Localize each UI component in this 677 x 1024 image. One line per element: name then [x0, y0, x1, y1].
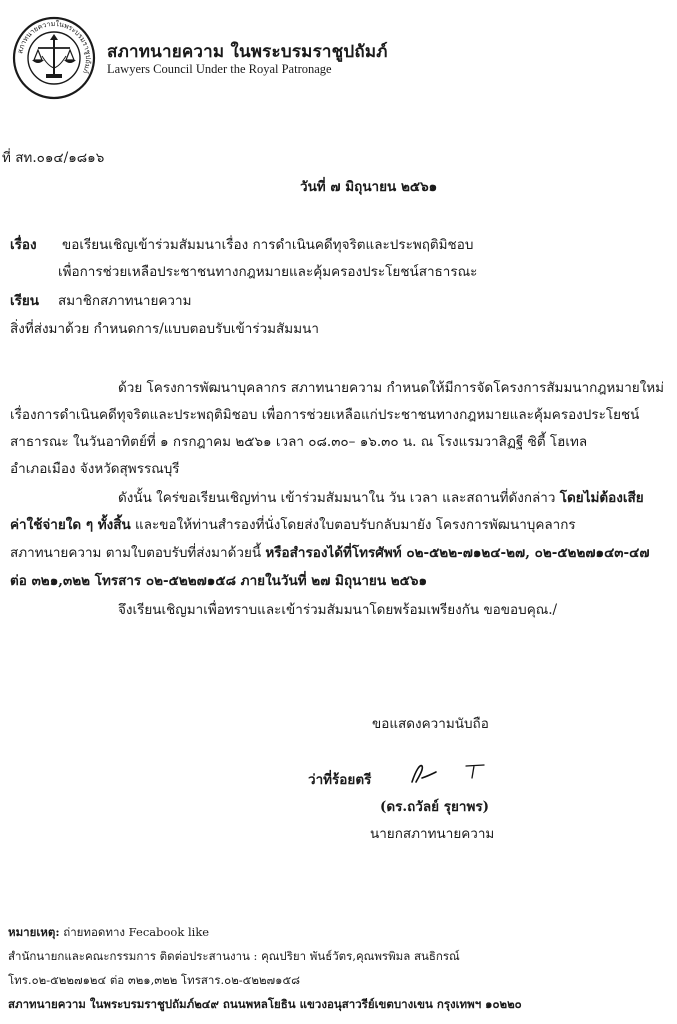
body-p2-line-2 — [10, 513, 576, 535]
footer-phone: โทร.๐๒-๕๒๒๗๑๒๔ ต่อ ๓๒๑,๓๒๒ โทรสาร.๐๒-๕๒๒๗๑๕๘ — [8, 973, 301, 987]
org-name-english: Lawyers Council Under the Royal Patronage — [107, 62, 332, 76]
handwritten-signature — [404, 760, 494, 786]
letter-date: วันที่ ๗ มิถุนายน ๒๕๖๑ — [300, 179, 438, 195]
enclosure: สิ่งที่ส่งมาด้วย กำหนดการ/แบบตอบรับเข้าร่วมสัมมนา — [10, 321, 319, 337]
org-name-thai: สภาทนายความ ในพระบรมราชูปถัมภ์ — [107, 42, 388, 62]
closing-regards: ขอแสดงความนับถือ — [372, 716, 489, 732]
footer-address: สภาทนายความ ในพระบรมราชูปถัมภ์๒๔๙ ถนนพหลโยธิน แขวงอนุสาวรีย์เขตบางเขน กรุงเทพฯ ๑๐๒๒๐ — [8, 997, 522, 1011]
body-p2-l3-bold: หรือสำรองได้ที่โทรศัพท์ ๐๒-๕๒๒-๗๑๒๔-๒๗, ๐๒-๕๒๒๗๑๔๓-๔๗ — [265, 545, 650, 561]
body-p1-line-1: ด้วย โครงการพัฒนาบุคลากร สภาทนายความ กำหนดให้มีการจัดโครงการสัมมนากฎหมายใหม่ — [118, 380, 665, 396]
reference-number: ที่ สท.๐๑๔/๑๘๑๖ — [2, 150, 105, 166]
signatory-position: นายกสภาทนายความ — [370, 826, 495, 842]
body-p1-line-3: สาธารณะ ในวันอาทิตย์ที่ ๑ กรกฎาคม ๒๕๖๑ เวลา ๐๘.๓๐– ๑๖.๓๐ น. ณ โรงแรมวาสิฏฐี ซิตี้ โฮเทล — [10, 434, 588, 450]
signatory-name: (ดร.ถวัลย์ รุยาพร) — [380, 799, 490, 815]
footer-note — [8, 924, 209, 942]
subject-line-2: เพื่อการช่วยเหลือประชาชนทางกฎหมายและคุ้มครองประโยชน์สาธารณะ — [58, 264, 478, 280]
signatory-rank: ว่าที่ร้อยตรี — [308, 772, 372, 788]
body-p2-l3-text: สภาทนายความ ตามใบตอบรับที่ส่งมาด้วยนี้ — [10, 545, 266, 561]
body-p2-line-3 — [10, 541, 650, 563]
body-p2-l1-text: ดังนั้น ใคร่ขอเรียนเชิญท่าน เข้าร่วมสัมมนาใน วัน เวลา และสถานที่ดังกล่าว — [118, 490, 560, 506]
subject-label: เรื่อง — [10, 237, 37, 253]
footer-note-label: หมายเหตุ: — [8, 925, 60, 939]
recipient-value: สมาชิกสภาทนายความ — [58, 293, 192, 309]
seal-ring-text: สภาทนายความในพระบรมราชูปถัมภ์ — [16, 19, 93, 75]
body-p1-line-2: เรื่องการดำเนินคดีทุจริตและประพฤติมิชอบ เพื่อการช่วยเหลือแก่ประชาชนทางกฎหมายและคุ้มครองประโยชน์ — [10, 407, 640, 423]
body-p3: จึงเรียนเชิญมาเพื่อทราบและเข้าร่วมสัมมนาโดยพร้อมเพรียงกัน ขอขอบคุณ./ — [118, 602, 558, 618]
body-p2-l2-text: และขอให้ท่านสำรองที่นั่งโดยส่งใบตอบรับกลับมายัง โครงการพัฒนาบุคลากร — [130, 517, 576, 533]
council-seal-logo — [12, 16, 96, 100]
body-p2-line-4: ต่อ ๓๒๑,๓๒๒ โทรสาร ๐๒-๕๒๒๗๑๕๘ ภายในวันที่ ๒๗ มิถุนายน ๒๕๖๑ — [10, 573, 428, 589]
body-p1-line-4: อำเภอเมือง จังหวัดสุพรรณบุรี — [10, 461, 180, 477]
subject-line-1: ขอเรียนเชิญเข้าร่วมสัมมนาเรื่อง การดำเนินคดีทุจริตและประพฤติมิชอบ — [62, 237, 474, 253]
footer-note-value: ถ่ายทอดทาง Fecabook like — [59, 925, 210, 939]
footer-contact-office: สำนักนายกและคณะกรรมการ ติดต่อประสานงาน : คุณปริยา พันธ์วัตร,คุณพรพิมล สนธิกรณ์ — [8, 949, 460, 963]
body-p2-l2-bold: ค่าใช้จ่ายใด ๆ ทั้งสิ้น — [10, 517, 131, 533]
recipient-label: เรียน — [10, 293, 40, 309]
body-p2-l1-bold: โดยไม่ต้องเสีย — [559, 490, 644, 506]
body-p2-line-1 — [118, 486, 644, 508]
